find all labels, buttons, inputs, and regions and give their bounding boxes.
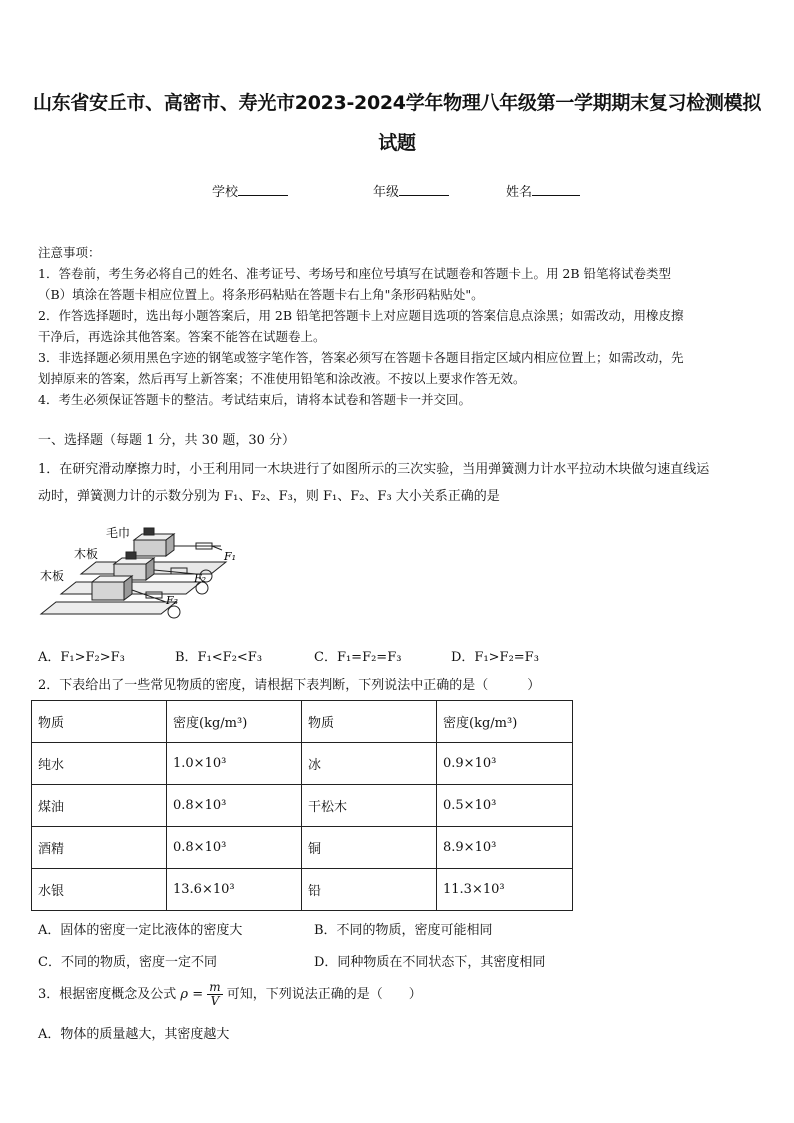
question-1-options bbox=[0, 646, 794, 666]
school-label: 学校 bbox=[212, 185, 239, 200]
table-row bbox=[32, 869, 573, 911]
table-row bbox=[32, 743, 573, 785]
notice-line: 2．作答选择题时，选出每小题答案后，用 2B 铅笔把答题卡上对应题目选项的答案信息点涂黑；如需改动，用橡皮擦 bbox=[38, 308, 684, 323]
density-formula-lhs: ρ = bbox=[180, 987, 204, 1002]
table-cell: 水银 bbox=[32, 869, 167, 911]
notice-heading: 注意事项： bbox=[38, 245, 101, 260]
table-cell: 0.8×10³ bbox=[167, 785, 302, 827]
friction-experiment-figure bbox=[36, 522, 254, 630]
table-cell: 1.0×10³ bbox=[167, 743, 302, 785]
table-cell: 酒精 bbox=[32, 827, 167, 869]
table-header-cell: 物质 bbox=[32, 701, 167, 743]
table-header-cell: 物质 bbox=[302, 701, 437, 743]
table-cell: 铜 bbox=[302, 827, 437, 869]
option-d[interactable]: D．同种物质在不同状态下，其密度相同 bbox=[314, 955, 546, 970]
table-header-cell: 密度(kg/m³) bbox=[167, 701, 302, 743]
table-cell: 铅 bbox=[302, 869, 437, 911]
formula-numerator: m bbox=[209, 980, 221, 994]
grade-blank bbox=[399, 183, 449, 196]
table-row bbox=[32, 827, 573, 869]
question-2-options-row2 bbox=[0, 951, 794, 971]
table-cell: 纯水 bbox=[32, 743, 167, 785]
question-2-text: 2．下表给出了一些常见物质的密度，请根据下表判断，下列说法中正确的是（ ） bbox=[38, 678, 541, 693]
question-3-suffix: 可知，下列说法正确的是（ ） bbox=[226, 987, 422, 1002]
option-b[interactable]: B．不同的物质，密度可能相同 bbox=[314, 923, 493, 938]
option-c[interactable]: C．不同的物质，密度一定不同 bbox=[38, 955, 217, 970]
notice-line: 干净后，再选涂其他答案。答案不能答在试题卷上。 bbox=[38, 329, 326, 344]
table-header-cell: 密度(kg/m³) bbox=[437, 701, 573, 743]
table-cell: 0.5×10³ bbox=[437, 785, 573, 827]
grade-field bbox=[373, 181, 449, 200]
figure-label-board: 木板 bbox=[74, 547, 99, 561]
table-cell: 煤油 bbox=[32, 785, 167, 827]
table-row bbox=[32, 785, 573, 827]
table-cell: 0.8×10³ bbox=[167, 827, 302, 869]
question-1-text bbox=[38, 456, 760, 510]
option-d[interactable]: D．F₁>F₂=F₃ bbox=[451, 650, 539, 665]
option-b[interactable]: B．F₁<F₂<F₃ bbox=[175, 650, 263, 665]
table-cell: 干松木 bbox=[302, 785, 437, 827]
question-1-line2: 动时，弹簧测力计的示数分别为 F₁、F₂、F₃，则 F₁、F₂、F₃ 大小关系正确的是 bbox=[38, 489, 500, 504]
section-heading: 一、选择题（每题 1 分，共 30 题，30 分） bbox=[38, 433, 296, 448]
option-c[interactable]: C．F₁=F₂=F₃ bbox=[314, 650, 402, 665]
table-cell: 冰 bbox=[302, 743, 437, 785]
formula-denominator: V bbox=[210, 994, 220, 1008]
school-blank bbox=[238, 183, 288, 196]
name-field bbox=[506, 181, 580, 200]
density-formula-fraction bbox=[207, 981, 222, 1008]
table-cell: 11.3×10³ bbox=[437, 869, 573, 911]
question-3-text bbox=[38, 978, 760, 1012]
figure-label-f3: F₃ bbox=[166, 594, 179, 607]
name-blank bbox=[532, 183, 580, 196]
notice-line: 划掉原来的答案，然后再写上新答案；不准使用铅笔和涂改液。不按以上要求作答无效。 bbox=[38, 371, 526, 386]
notice-block bbox=[38, 242, 760, 410]
figure-label-towel: 毛巾 bbox=[106, 526, 131, 540]
name-label: 姓名 bbox=[506, 185, 533, 200]
figure-label-board: 木板 bbox=[40, 569, 65, 583]
notice-line: （B）填涂在答题卡相应位置上。将条形码粘贴在答题卡右上角"条形码粘贴处"。 bbox=[38, 287, 484, 302]
grade-label: 年级 bbox=[373, 185, 400, 200]
question-2-options-row1 bbox=[0, 919, 794, 939]
figure-label-f1: F₁ bbox=[224, 550, 237, 563]
figure-label-f2: F₂ bbox=[194, 572, 207, 585]
notice-line: 3．非选择题必须用黑色字迹的钢笔或签字笔作答，答案必须写在答题卡各题目指定区域内相应位置上；如需改动，先 bbox=[38, 350, 684, 365]
table-header-row bbox=[32, 701, 573, 743]
option-a[interactable]: A．F₁>F₂>F₃ bbox=[38, 650, 125, 665]
document-title-line1: 山东省安丘市、高密市、寿光市2023-2024学年物理八年级第一学期期末复习检测模拟 bbox=[32, 92, 762, 114]
option-a[interactable]: A．固体的密度一定比液体的密度大 bbox=[38, 923, 243, 938]
density-table bbox=[31, 700, 573, 911]
table-cell: 8.9×10³ bbox=[437, 827, 573, 869]
notice-line: 4．考生必须保证答题卡的整洁。考试结束后，请将本试卷和答题卡一并交回。 bbox=[38, 392, 471, 407]
notice-line: 1．答卷前，考生务必将自己的姓名、准考证号、考场号和座位号填写在试题卷和答题卡上。用 2B 铅笔将试卷类型 bbox=[38, 266, 672, 281]
question-1-line1: 1．在研究滑动摩擦力时，小王利用同一木块进行了如图所示的三次实验，当用弹簧测力计水平拉动木块做匀速直线运 bbox=[38, 462, 710, 477]
option-a[interactable]: A．物体的质量越大，其密度越大 bbox=[38, 1027, 230, 1042]
table-cell: 0.9×10³ bbox=[437, 743, 573, 785]
table-cell: 13.6×10³ bbox=[167, 869, 302, 911]
question-3-prefix: 3．根据密度概念及公式 bbox=[38, 987, 177, 1002]
document-title-line2: 试题 bbox=[378, 132, 416, 154]
school-field bbox=[212, 181, 288, 200]
